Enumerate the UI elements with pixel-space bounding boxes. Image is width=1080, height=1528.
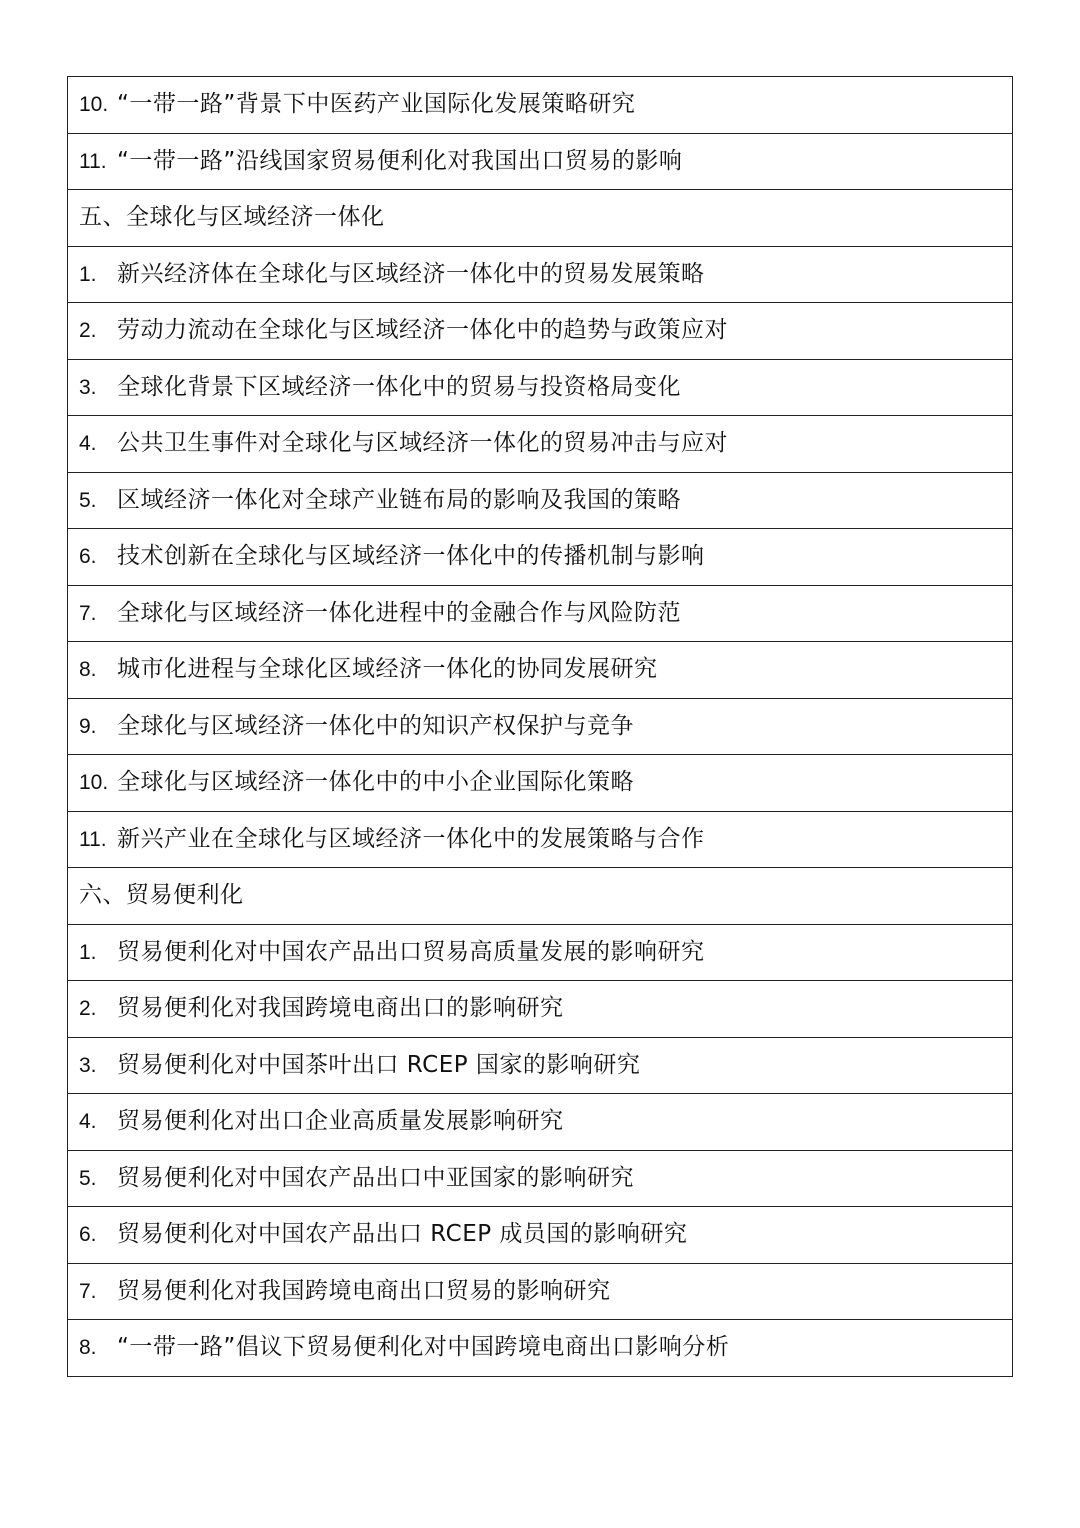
topic-title: 技术创新在全球化与区域经济一体化中的传播机制与影响 xyxy=(117,543,705,570)
topic-number: 10. xyxy=(79,93,109,117)
table-row xyxy=(68,1207,1013,1264)
topic-number: 5. xyxy=(79,1166,97,1190)
table-row xyxy=(68,529,1013,586)
table-row xyxy=(68,811,1013,868)
table-row xyxy=(68,133,1013,190)
topic-cell xyxy=(68,472,1013,529)
topic-number: 7. xyxy=(79,601,97,625)
table-row xyxy=(68,755,1013,812)
topic-number: 5. xyxy=(79,488,97,512)
topic-cell xyxy=(68,1207,1013,1264)
topic-title: 全球化与区域经济一体化中的知识产权保护与竞争 xyxy=(117,712,634,739)
topic-cell xyxy=(68,698,1013,755)
section-title: 五、全球化与区域经济一体化 xyxy=(79,204,385,231)
topic-title: 贸易便利化对中国农产品出口贸易高质量发展的影响研究 xyxy=(117,938,705,965)
topic-cell xyxy=(68,1320,1013,1377)
topic-number: 1. xyxy=(79,262,97,286)
section-cell xyxy=(68,868,1013,925)
topic-title: 公共卫生事件对全球化与区域经济一体化的贸易冲击与应对 xyxy=(117,430,728,457)
topic-cell xyxy=(68,642,1013,699)
topic-title: 贸易便利化对中国茶叶出口 RCEP 国家的影响研究 xyxy=(117,1051,641,1078)
topic-number: 8. xyxy=(79,1336,97,1360)
section-row xyxy=(68,190,1013,247)
topic-number: 10. xyxy=(79,771,109,795)
section-title: 六、贸易便利化 xyxy=(79,882,244,909)
topic-number: 6. xyxy=(79,1223,97,1247)
table-row xyxy=(68,1150,1013,1207)
topic-table xyxy=(67,76,1013,1377)
topic-title: 贸易便利化对我国跨境电商出口的影响研究 xyxy=(117,995,564,1022)
topic-cell xyxy=(68,1094,1013,1151)
topic-title: 全球化背景下区域经济一体化中的贸易与投资格局变化 xyxy=(117,373,681,400)
topic-number: 3. xyxy=(79,1053,97,1077)
table-row xyxy=(68,642,1013,699)
topic-cell xyxy=(68,303,1013,360)
topic-title: 新兴产业在全球化与区域经济一体化中的发展策略与合作 xyxy=(117,825,705,852)
topic-cell xyxy=(68,1150,1013,1207)
table-row xyxy=(68,246,1013,303)
topic-number: 2. xyxy=(79,319,97,343)
table-row xyxy=(68,1263,1013,1320)
topic-number: 6. xyxy=(79,545,97,569)
topic-number: 11. xyxy=(79,149,107,173)
topic-number: 1. xyxy=(79,940,97,964)
topic-number: 9. xyxy=(79,714,97,738)
table-row xyxy=(68,1094,1013,1151)
topic-number: 8. xyxy=(79,658,97,682)
table-row xyxy=(68,698,1013,755)
topic-title: “一带一路”沿线国家贸易便利化对我国出口贸易的影响 xyxy=(117,147,683,174)
topic-cell xyxy=(68,529,1013,586)
topic-title: 贸易便利化对中国农产品出口中亚国家的影响研究 xyxy=(117,1164,634,1191)
table-row xyxy=(68,416,1013,473)
table-row xyxy=(68,585,1013,642)
topic-number: 3. xyxy=(79,375,97,399)
table-row xyxy=(68,303,1013,360)
topic-title: 贸易便利化对我国跨境电商出口贸易的影响研究 xyxy=(117,1277,611,1304)
topic-title: 全球化与区域经济一体化中的中小企业国际化策略 xyxy=(117,769,634,796)
topic-title: 贸易便利化对中国农产品出口 RCEP 成员国的影响研究 xyxy=(117,1221,688,1248)
table-row xyxy=(68,1037,1013,1094)
topic-table-body xyxy=(68,77,1013,1377)
topic-cell xyxy=(68,755,1013,812)
topic-title: 新兴经济体在全球化与区域经济一体化中的贸易发展策略 xyxy=(117,260,705,287)
topic-number: 7. xyxy=(79,1279,97,1303)
topic-cell xyxy=(68,416,1013,473)
topic-cell xyxy=(68,924,1013,981)
section-cell xyxy=(68,190,1013,247)
topic-cell xyxy=(68,359,1013,416)
topic-cell xyxy=(68,246,1013,303)
topic-title: “一带一路”倡议下贸易便利化对中国跨境电商出口影响分析 xyxy=(117,1334,730,1361)
table-row xyxy=(68,359,1013,416)
table-row xyxy=(68,981,1013,1038)
table-row xyxy=(68,924,1013,981)
topic-title: 劳动力流动在全球化与区域经济一体化中的趋势与政策应对 xyxy=(117,317,728,344)
topic-cell xyxy=(68,811,1013,868)
table-row xyxy=(68,472,1013,529)
topic-number: 2. xyxy=(79,997,97,1021)
table-row xyxy=(68,77,1013,134)
topic-cell xyxy=(68,77,1013,134)
section-row xyxy=(68,868,1013,925)
topic-title: “一带一路”背景下中医药产业国际化发展策略研究 xyxy=(117,91,636,118)
topic-cell xyxy=(68,981,1013,1038)
topic-title: 城市化进程与全球化区域经济一体化的协同发展研究 xyxy=(117,656,658,683)
topic-title: 区域经济一体化对全球产业链布局的影响及我国的策略 xyxy=(117,486,681,513)
topic-cell xyxy=(68,1037,1013,1094)
topic-title: 全球化与区域经济一体化进程中的金融合作与风险防范 xyxy=(117,599,681,626)
topic-number: 4. xyxy=(79,1110,97,1134)
topic-number: 11. xyxy=(79,827,107,851)
topic-number: 4. xyxy=(79,432,97,456)
topic-cell xyxy=(68,133,1013,190)
topic-title: 贸易便利化对出口企业高质量发展影响研究 xyxy=(117,1108,564,1135)
topic-cell xyxy=(68,585,1013,642)
topic-cell xyxy=(68,1263,1013,1320)
table-row xyxy=(68,1320,1013,1377)
